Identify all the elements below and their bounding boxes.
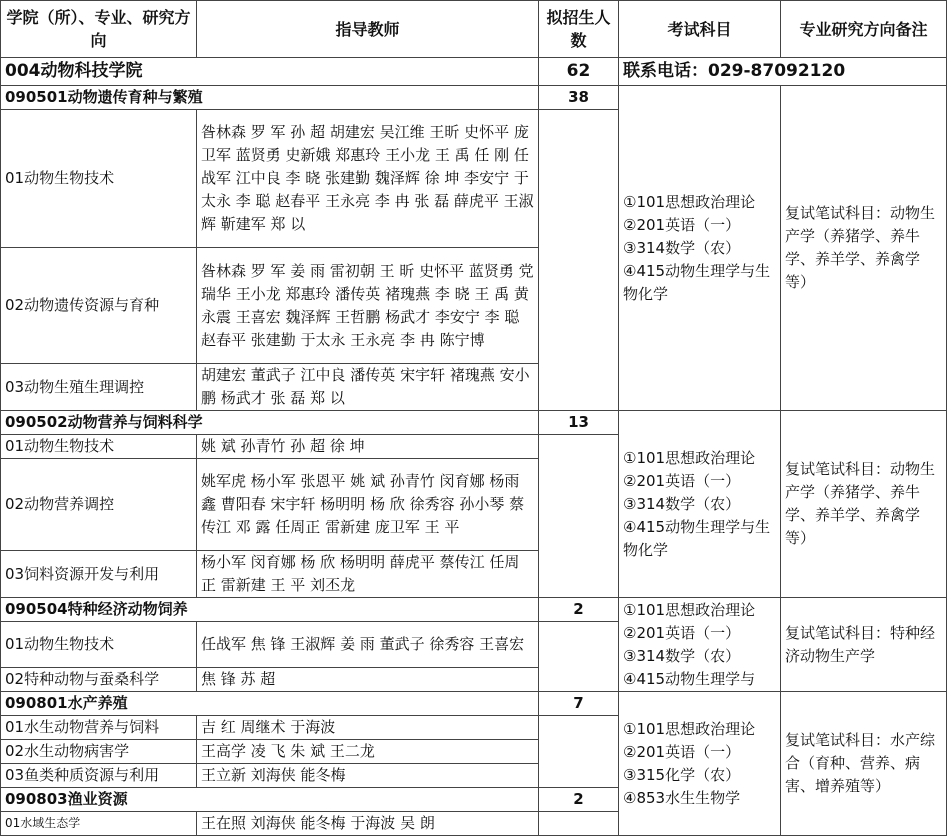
direction-name: 02特种动物与蚕桑科学: [1, 668, 197, 692]
direction-name: 02动物遗传资源与育种: [1, 248, 197, 364]
exam-subjects: ①101思想政治理论 ②201英语（一） ③314数学（农） ④415动物生理学与: [619, 598, 781, 692]
college-contact: 联系电话：029-87092120: [619, 58, 947, 86]
header-remark: 专业研究方向备注: [781, 1, 947, 58]
direction-name: 01水域生态学: [1, 812, 197, 836]
direction-name: 03动物生殖生理调控: [1, 364, 197, 411]
count-blank: [539, 110, 619, 411]
header-subjects: 考试科目: [619, 1, 781, 58]
header-teachers: 指导教师: [197, 1, 539, 58]
exam-subjects: ①101思想政治理论 ②201英语（一） ③315化学（农） ④853水生生物学: [619, 692, 781, 836]
direction-teachers: 吉 红 周继术 于海波: [197, 716, 539, 740]
major-name: 090502动物营养与饲料科学: [1, 411, 539, 435]
major-count: 13: [539, 411, 619, 435]
direction-teachers: 杨小军 闵育娜 杨 欣 杨明明 薛虎平 蔡传江 任周正 雷新建 王 平 刘丕龙: [197, 551, 539, 598]
direction-name: 01动物生物技术: [1, 622, 197, 668]
direction-name: 03饲料资源开发与利用: [1, 551, 197, 598]
major-count: 38: [539, 86, 619, 110]
count-blank: [539, 435, 619, 598]
college-name: 004动物科技学院: [1, 58, 539, 86]
count-blank: [539, 812, 619, 836]
major-count: 7: [539, 692, 619, 716]
major-name: 090801水产养殖: [1, 692, 539, 716]
direction-name: 01水生动物营养与饲料: [1, 716, 197, 740]
major-name: 090803渔业资源: [1, 788, 539, 812]
major-row: [1, 692, 947, 716]
direction-name: 03鱼类种质资源与利用: [1, 764, 197, 788]
direction-teachers: 焦 锋 苏 超: [197, 668, 539, 692]
major-count: 2: [539, 598, 619, 622]
direction-teachers: 昝林森 罗 军 孙 超 胡建宏 吴江维 王昕 史怀平 庞卫军 蓝贤勇 史新娥 郑惠玲 王小龙 王 禹 任 刚 任战军 江中良 李 晓 张建勤 魏泽辉 徐 坤 李安宁 于太永 李 聪 赵春平 王永亮 李 冉 张 磊 薛虎平 王淑辉 靳建军 郑 以: [197, 110, 539, 248]
direction-remark: 复试笔试科目：动物生产学（养猪学、养牛学、养羊学、养禽学等）: [781, 86, 947, 411]
direction-name: 01动物生物技术: [1, 110, 197, 248]
college-row: [1, 58, 947, 86]
major-count: 2: [539, 788, 619, 812]
direction-teachers: 王高学 凌 飞 朱 斌 王二龙: [197, 740, 539, 764]
college-count: 62: [539, 58, 619, 86]
direction-name: 02动物营养调控: [1, 459, 197, 551]
header-count: 拟招生人数: [539, 1, 619, 58]
direction-name: 01动物生物技术: [1, 435, 197, 459]
exam-subjects: ①101思想政治理论 ②201英语（一） ③314数学（农） ④415动物生理学与生物化学: [619, 86, 781, 411]
count-blank: [539, 622, 619, 692]
direction-remark: 复试笔试科目：特种经济动物生产学: [781, 598, 947, 692]
direction-teachers: 王立新 刘海侠 能冬梅: [197, 764, 539, 788]
header-college: 学院（所）、专业、研究方向: [1, 1, 197, 58]
direction-remark: 复试笔试科目：水产综合（育种、营养、病害、增养殖等）: [781, 692, 947, 836]
direction-teachers: 昝林森 罗 军 姜 雨 雷初朝 王 昕 史怀平 蓝贤勇 党瑞华 王小龙 郑惠玲 潘传英 褚瑰燕 李 晓 王 禹 黄永震 王喜宏 魏泽辉 王哲鹏 杨武才 李安宁 李 聪 赵春平 张建勤 于太永 王永亮 李 冉 陈宁博: [197, 248, 539, 364]
count-blank: [539, 716, 619, 788]
major-row: [1, 86, 947, 110]
direction-name: 02水生动物病害学: [1, 740, 197, 764]
header-row: [1, 1, 947, 58]
major-row: [1, 411, 947, 435]
direction-teachers: 姚军虎 杨小军 张恩平 姚 斌 孙青竹 闵育娜 杨雨鑫 曹阳春 宋宇轩 杨明明 杨 欣 徐秀容 孙小琴 蔡传江 邓 露 任周正 雷新建 庞卫军 王 平: [197, 459, 539, 551]
major-name: 090504特种经济动物饲养: [1, 598, 539, 622]
direction-teachers: 胡建宏 董武子 江中良 潘传英 宋宇轩 褚瑰燕 安小鹏 杨武才 张 磊 郑 以: [197, 364, 539, 411]
major-name: 090501动物遗传育种与繁殖: [1, 86, 539, 110]
direction-remark: 复试笔试科目：动物生产学（养猪学、养牛学、养羊学、养禽学等）: [781, 411, 947, 598]
direction-teachers: 姚 斌 孙青竹 孙 超 徐 坤: [197, 435, 539, 459]
exam-subjects: ①101思想政治理论 ②201英语（一） ③314数学（农） ④415动物生理学与生物化学: [619, 411, 781, 598]
direction-teachers: 王在照 刘海侠 能冬梅 于海波 吴 朗: [197, 812, 539, 836]
major-row: [1, 598, 947, 622]
direction-teachers: 任战军 焦 锋 王淑辉 姜 雨 董武子 徐秀容 王喜宏: [197, 622, 539, 668]
